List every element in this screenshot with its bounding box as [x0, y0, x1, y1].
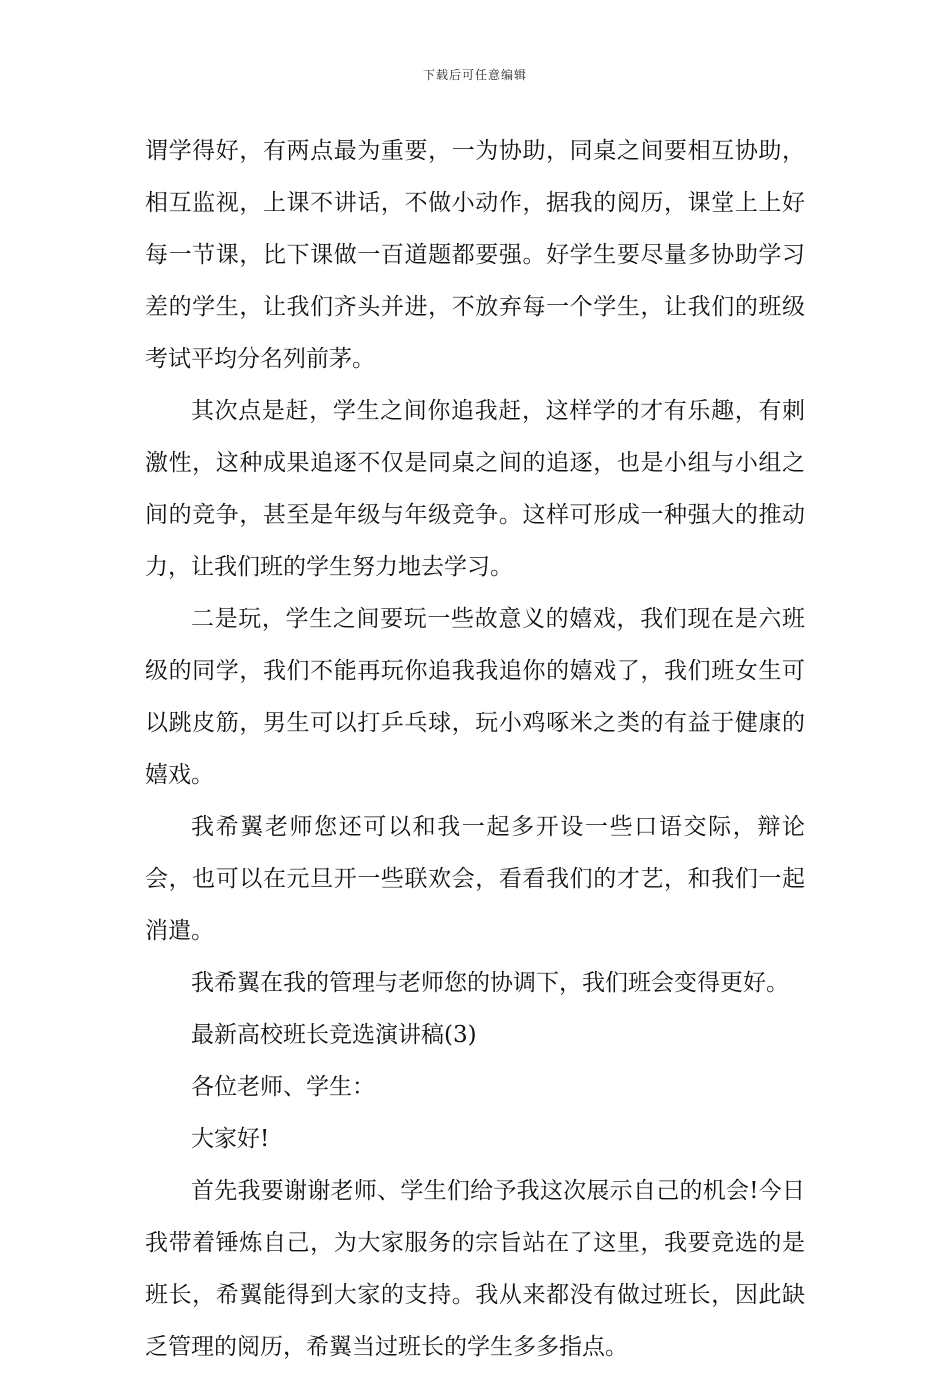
paragraph: 我希翼老师您还可以和我一起多开设一些口语交际，辩论会，也可以在元旦开一些联欢会，看看我们的才艺，和我们一起消遣。	[145, 814, 805, 944]
document-body	[145, 125, 805, 1373]
section-title: 最新高校班长竞选演讲稿(3)	[191, 1022, 477, 1048]
greeting: 大家好!	[191, 1126, 270, 1152]
paragraph: 二是玩，学生之间要玩一些故意义的嬉戏，我们现在是六班级的同学，我们不能再玩你追我我追你的嬉戏了，我们班女生可以跳皮筋，男生可以打乒乓球，玩小鸡啄米之类的有益于健康的嬉戏。	[145, 606, 805, 788]
paragraph-continued: 谓学得好，有两点最为重要，一为协助，同桌之间要相互协助，相互监视，上课不讲话，不做小动作，据我的阅历，课堂上上好每一节课，比下课做一百道题都要强。好学生要尽量多协助学习差的学生，让我们齐头并进，不放弃每一个学生，让我们的班级考试平均分名列前茅。	[145, 138, 805, 372]
page-header: 下载后可任意编辑	[422, 68, 527, 82]
paragraph: 我希翼在我的管理与老师您的协调下，我们班会变得更好。	[191, 970, 789, 996]
paragraph: 首先我要谢谢老师、学生们给予我这次展示自己的机会!今日我带着锤炼自己，为大家服务的宗旨站在了这里，我要竞选的是班长，希翼能得到大家的支持。我从来都没有做过班长，因此缺乏管理的阅历，希翼当过班长的学生多多指点。	[145, 1178, 805, 1360]
salutation: 各位老师、学生：	[191, 1074, 375, 1100]
paragraph: 其次点是赶，学生之间你追我赶，这样学的才有乐趣，有刺激性，这种成果追逐不仅是同桌之间的追逐，也是小组与小组之间的竞争，甚至是年级与年级竞争。这样可形成一种强大的推动力，让我们班的学生努力地去学习。	[145, 398, 805, 580]
